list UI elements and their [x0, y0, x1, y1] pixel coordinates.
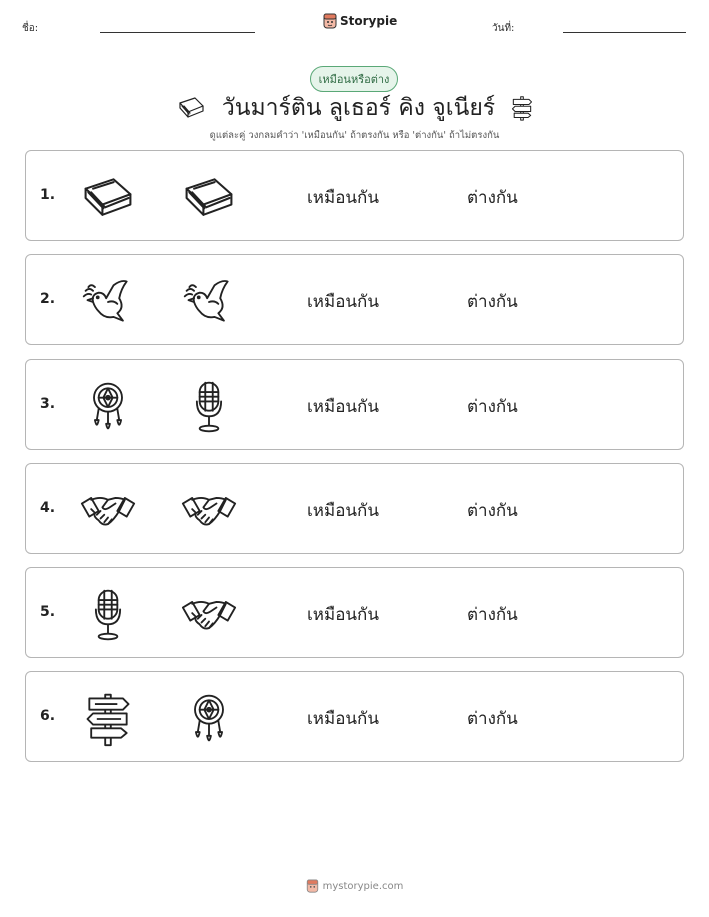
question-row — [25, 671, 684, 762]
signpost-icon — [79, 690, 137, 748]
option-different[interactable]: ต่างกัน — [467, 501, 518, 521]
question-number: 4. — [40, 500, 56, 516]
name-label: ชื่อ: — [22, 23, 39, 34]
book-icon — [79, 169, 137, 227]
handshake-icon — [79, 482, 137, 540]
handshake-icon — [180, 586, 238, 644]
question-number: 3. — [40, 396, 56, 412]
option-same[interactable]: เหมือนกัน — [307, 397, 379, 417]
book-icon — [180, 169, 238, 227]
question-number: 2. — [40, 291, 56, 307]
microphone-icon — [79, 586, 137, 644]
question-row — [25, 463, 684, 554]
dove-icon — [180, 273, 238, 331]
question-row — [25, 359, 684, 450]
signpost-icon — [509, 92, 535, 124]
question-row — [25, 150, 684, 241]
dreamcatcher-icon — [79, 378, 137, 436]
option-different[interactable]: ต่างกัน — [467, 397, 518, 417]
date-label: วันที่: — [492, 23, 515, 34]
dove-icon — [79, 273, 137, 331]
title-row — [0, 90, 709, 126]
book-icon — [174, 93, 208, 123]
footer — [0, 879, 709, 893]
brand-name: Storypie — [340, 14, 398, 28]
worksheet-type-badge: เหมือนหรือต่าง — [310, 66, 398, 92]
storypie-mascot-icon — [323, 13, 337, 29]
footer-site: mystorypie.com — [322, 880, 404, 892]
dreamcatcher-icon — [180, 690, 238, 748]
page-title: วันมาร์ติน ลูเธอร์ คิง จูเนียร์ — [221, 95, 496, 121]
option-different[interactable]: ต่างกัน — [467, 188, 518, 208]
option-same[interactable]: เหมือนกัน — [307, 501, 379, 521]
option-different[interactable]: ต่างกัน — [467, 709, 518, 729]
option-different[interactable]: ต่างกัน — [467, 292, 518, 312]
option-same[interactable]: เหมือนกัน — [307, 188, 379, 208]
brand-logo — [323, 13, 397, 29]
question-number: 1. — [40, 187, 56, 203]
option-same[interactable]: เหมือนกัน — [307, 292, 379, 312]
option-different[interactable]: ต่างกัน — [467, 605, 518, 625]
name-line[interactable] — [100, 32, 255, 33]
question-row — [25, 567, 684, 658]
date-line[interactable] — [563, 32, 686, 33]
handshake-icon — [180, 482, 238, 540]
question-number: 5. — [40, 604, 56, 620]
option-same[interactable]: เหมือนกัน — [307, 709, 379, 729]
microphone-icon — [180, 378, 238, 436]
question-number: 6. — [40, 708, 56, 724]
question-row — [25, 254, 684, 345]
option-same[interactable]: เหมือนกัน — [307, 605, 379, 625]
instructions: ดูแต่ละคู่ วงกลมคำว่า 'เหมือนกัน' ถ้าตรงกัน หรือ 'ต่างกัน' ถ้าไม่ตรงกัน — [209, 130, 500, 141]
storypie-mascot-icon — [306, 879, 319, 893]
